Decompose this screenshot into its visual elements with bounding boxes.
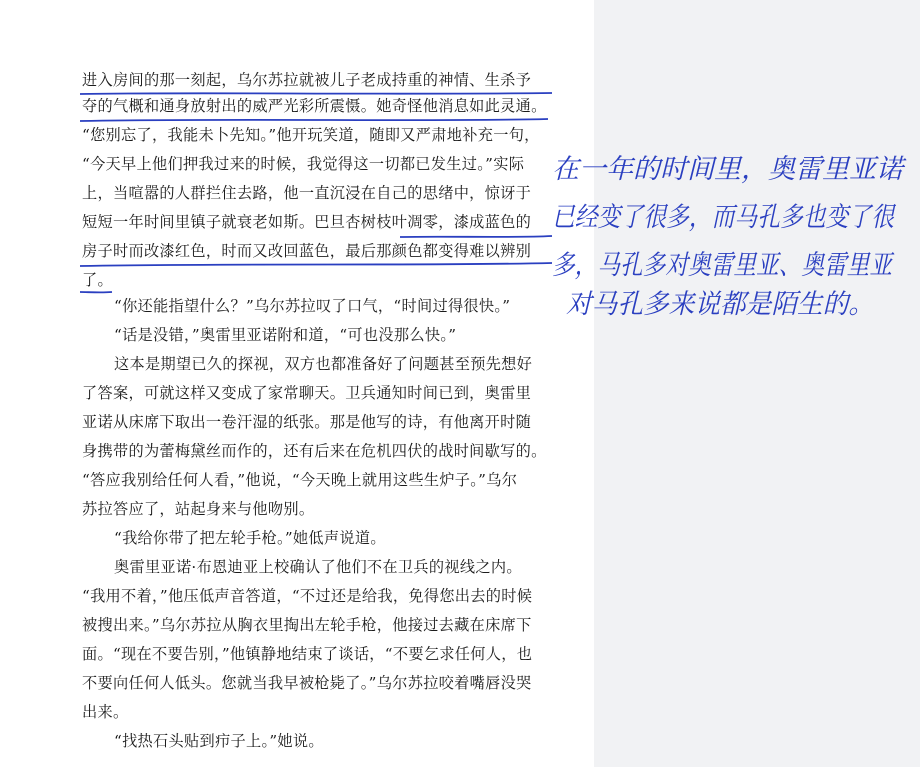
text-line: “今天早上他们押我过来的时候，我觉得这一切都已发生过。”实际 xyxy=(82,155,525,173)
text-line: “我给你带了把左轮手枪。”她低声说道。 xyxy=(114,529,386,547)
text-line: 奥雷里亚诺·布恩迪亚上校确认了他们不在卫兵的视线之内。 xyxy=(114,558,522,576)
text-line: 上，当喧嚣的人群拦住去路，他一直沉浸在自己的思绪中，惊讶于 xyxy=(82,184,532,202)
handwritten-line: 多，马孔多对奥雷里亚、奥雷里亚 xyxy=(552,250,895,281)
text-line: “答应我别给任何人看，”他说，“今天晚上就用这些生炉子。”乌尔 xyxy=(82,471,518,489)
text-line: 短短一年时间里镇子就衰老如斯。巴旦杏树枝叶凋零，漆成蓝色的 xyxy=(82,213,532,231)
text-line: 身携带的为蕾梅黛丝而作的，还有后来在危机四伏的战时间歇写的。 xyxy=(82,442,547,460)
handwritten-line: 已经变了很多，而马孔多也变了很 xyxy=(552,202,897,233)
text-line: 这本是期望已久的探视，双方也都准备好了问题甚至预先想好 xyxy=(114,355,533,373)
text-line: 亚诺从床席下取出一卷汗湿的纸张。那是他写的诗，有他离开时随 xyxy=(82,413,532,431)
text-line: 夺的气概和通身放射出的威严光彩所震慑。她奇怪他消息如此灵通。 xyxy=(82,97,547,115)
text-line: 进入房间的那一刻起，乌尔苏拉就被儿子老成持重的神情、生杀予 xyxy=(82,71,532,89)
text-line: “找热石头贴到疖子上。”她说。 xyxy=(114,732,324,750)
text-line: 不要向任何人低头。您就当我早被枪毙了。”乌尔苏拉咬着嘴唇没哭 xyxy=(82,674,532,692)
text-line: 被搜出来。”乌尔苏拉从胸衣里掏出左轮手枪，他接过去藏在床席下 xyxy=(82,616,532,634)
text-line: 出来。 xyxy=(82,703,129,721)
handwritten-line: 对马孔多来说都是陌生的。 xyxy=(566,289,874,320)
text-line: 了。 xyxy=(82,271,113,289)
text-line: 房子时而改漆红色，时而又改回蓝色，最后那颜色都变得难以辨别 xyxy=(82,242,532,260)
handwritten-line: 在一年的时间里，奥雷里亚诺 xyxy=(552,154,903,185)
text-line: 了答案，可就这样又变成了家常聊天。卫兵通知时间已到，奥雷里 xyxy=(82,384,532,402)
text-line: “你还能指望什么？”乌尔苏拉叹了口气，“时间过得很快。” xyxy=(114,297,511,315)
text-line: 面。“现在不要告别，”他镇静地结束了谈话，“不要乞求任何人，也 xyxy=(82,645,533,663)
text-line: “话是没错，”奥雷里亚诺附和道，“可也没那么快。” xyxy=(114,326,457,344)
text-line: 苏拉答应了，站起身来与他吻别。 xyxy=(82,500,315,518)
text-line: “您别忘了，我能未卜先知。”他开玩笑道，随即又严肃地补充一句， xyxy=(82,126,540,144)
text-line: “我用不着，”他压低声音答道，“不过还是给我，免得您出去的时候 xyxy=(82,587,533,605)
